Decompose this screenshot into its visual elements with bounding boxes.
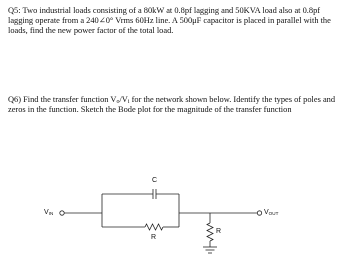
q6-suffix: for the network shown below. Identify the types of poles and zeros in the function. Sketch the Bode plot for the magnitude of the transfer function [8,95,336,115]
shunt-resistor [207,223,213,241]
vout-sub: OUT [268,211,279,216]
vin-main: V [44,209,49,216]
vout-main: V [264,209,269,216]
input-terminal [60,211,64,215]
q6-sub-o: o [116,99,120,105]
output-terminal [257,211,261,215]
vout-label [264,209,278,217]
q6-mid: /V [119,95,128,104]
series-resistor [145,224,163,230]
q6-prefix: Q6) Find the transfer function V [8,95,117,104]
question-5: Q5: Two industrial loads consisting of a 80kW at 0.8pf lagging and 50KVA load also at 0.8pf lagging operate from a 240∠0° Vrms 60Hz line. A 500μF capacitor is placed in parallel with the loads, find the new power factor of the total load. [8,6,331,36]
capacitor-label: C [152,177,158,184]
series-resistor-label: R [151,234,157,241]
shunt-resistor-label: R [216,228,222,235]
q6-sub-i: i [127,99,130,105]
vin-sub: IN [48,211,54,216]
vin-label [44,209,53,217]
